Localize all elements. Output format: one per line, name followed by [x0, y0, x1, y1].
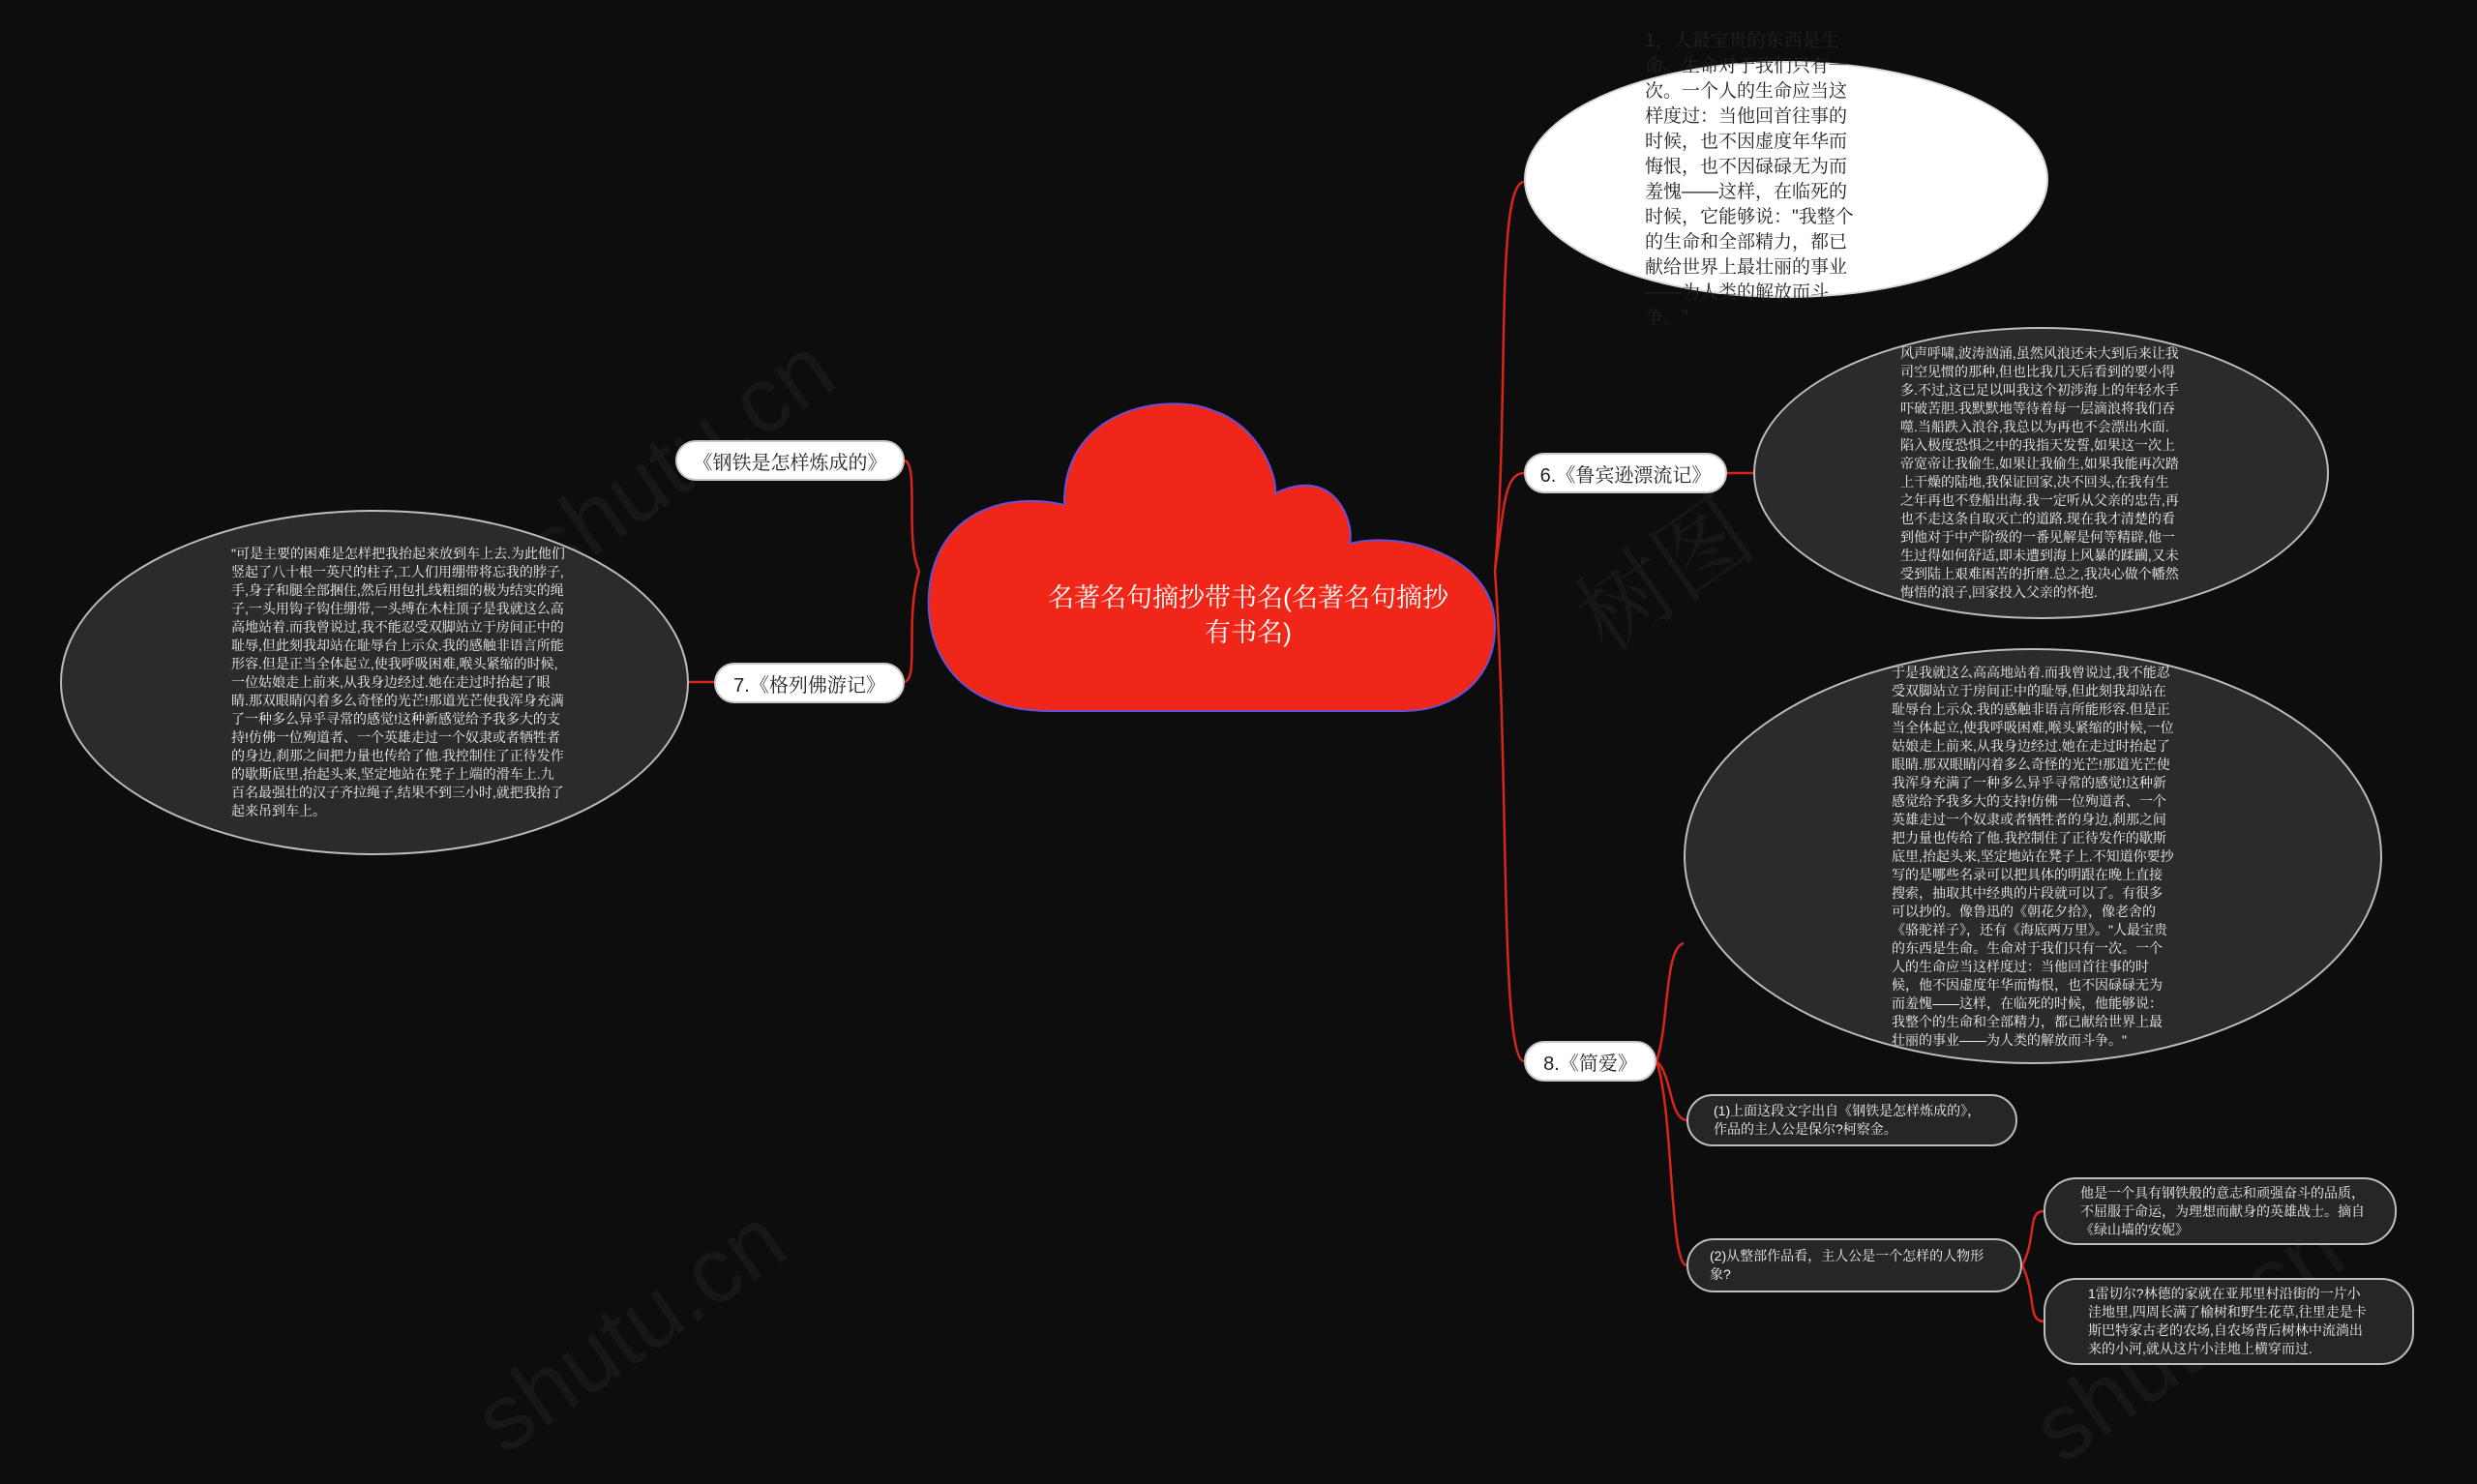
- answer-anne-excerpt[interactable]: [2044, 1278, 2414, 1365]
- branch-label: 7.《格列佛游记》: [733, 674, 885, 697]
- connector-line: [1656, 1061, 1686, 1265]
- central-cloud-shape: [929, 403, 1495, 711]
- quote-text: 1，人最宝贵的东西是生命。生命对于我们只有一次。一个人的生命应当这样度过：当他回首往事的时候，也不因虚度年华而悔恨，也不因碌碌无为而羞愧——这样，在临死的时候，它能够说："我整个的生命和全部精力，都已献给世界上最壮丽的事业——为人类的解放而斗争。": [1645, 30, 1854, 328]
- branch-gulliver[interactable]: [714, 663, 905, 703]
- connector-line: [1495, 182, 1524, 571]
- quote-life-precious[interactable]: [1524, 30, 2048, 328]
- branch-robinson[interactable]: [1524, 453, 1727, 493]
- answer-text: 他是一个具有钢铁般的意志和顽强奋斗的品质，不屈服于命运，为理想而献身的英雄战士。摘自《绿山墙的安妮》: [2080, 1184, 2365, 1237]
- connector-line: [905, 460, 919, 571]
- connector-line: [1656, 943, 1684, 1061]
- branch-jane-eyre[interactable]: [1524, 1041, 1656, 1082]
- question-2[interactable]: [1686, 1238, 2022, 1292]
- connector-line: [905, 571, 919, 682]
- detail-jane-eyre[interactable]: [1684, 648, 2382, 1064]
- detail-text: 风声呼啸,波涛汹涌,虽然风浪还未大到后来让我司空见惯的那种,但也比我几天后看到的要小得多.不过,这已足以叫我这个初涉海上的年轻水手吓破苦胆.我默默地等待着每一层滴浪将我们吞噬.当船跌入浪谷,我总以为再也不会漂出水面.陷入极度恐惧之中的我指天发誓,如果这一次上帝宽帝让我偷生,如果让我偷生,如果我能再次踏上干燥的陆地,我保证回家,决不回头,在我有生之年再也不登船出海.我一定听从父亲的忠告,再也不走这条自取灭亡的道路.现在我才清楚的看到他对于中产阶级的一番见解是何等精辟,他一生过得如何舒适,即未遭到海上风暴的蹂躏,又未受到陆上艰难困苦的折磨.总之,我决心做个幡然悔悟的浪子,回家投入父亲的怀抱.: [1900, 345, 2179, 600]
- connector-line: [1495, 571, 1524, 1061]
- question-1[interactable]: [1686, 1094, 2017, 1146]
- answer-text: 1雷切尔?林德的家就在亚邦里村沿街的一片小洼地里,四周长满了榆树和野生花草,往里走是卡斯巴特家古老的农场,自农场背后树林中流淌出来的小河,就从这片小洼地上横穿而过.: [2088, 1286, 2367, 1356]
- branch-label: 《钢铁是怎样炼成的》: [693, 452, 887, 474]
- central-topic[interactable]: 名著名句摘抄带书名(名著名句摘抄有书名): [1048, 583, 1448, 647]
- detail-robinson[interactable]: [1753, 327, 2329, 619]
- connector-line: [2022, 1211, 2044, 1265]
- branch-steel-book[interactable]: [675, 440, 905, 481]
- branch-label: 8.《简爱》: [1543, 1053, 1637, 1075]
- question-text: (1)上面这段文字出自《钢铁是怎样炼成的》，作品的主人公是保尔?柯察金。: [1714, 1103, 1982, 1137]
- connector-line: [1656, 1061, 1686, 1120]
- detail-text: 于是我就这么高高地站着.而我曾说过,我不能忍受双脚站立于房间正中的耻辱,但此刻我却站在耻辱台上示众.我的感触非语言所能形容.但是正当全体起立,使我呼吸困难,喉头紧缩的时候,一位姑娘走上前来,从我身边经过.她在走过时抬起了眼睛.那双眼睛闪着多么奇怪的光芒!那道光芒使我浑身充满了一种多么异乎寻常的感觉!这种新感觉给予我多大的支持!仿佛一位殉道者、一个英雄走过一个奴隶或者牺牲者的身边,刹那之间把力量也传给了他.我控制住了正待发作的歇斯底里,抬起头来,坚定地站在凳子上.不知道你要抄写的是哪些名录可以把具体的明跟在晚上直接搜索，抽取其中经典的片段就可以了。有很多可以抄的。像鲁迅的《朝花夕拾》，像老舍的《骆驼祥子》，还有《海底两万里》。"人最宝贵的东西是生命。生命对于我们只有一次。一个人的生命应当这样度过：当他回首往事的时候，他不因虚度年华而悔恨，也不因碌碌无为而羞愧——这样，在临死的时候，他能够说：我整个的生命和全部精力，都已献给世界上最壮丽的事业——为人类的解放而斗争。": [1892, 664, 2174, 1048]
- connector-line: [2022, 1265, 2044, 1321]
- question-text: (2)从整部作品看，主人公是一个怎样的人物形象?: [1710, 1248, 1985, 1282]
- branch-label: 6.《鲁宾逊漂流记》: [1539, 464, 1712, 487]
- detail-text: "可是主要的困难是怎样把我抬起来放到车上去.为此他们竖起了八十根一英尺的柱子,工人们用绷带将忘我的脖子,手,身子和腿全部捆住,然后用包扎线粗细的极为结实的绳子,一头用钩子钩住绷带,一头缚在木柱顶子是我就这么高高地站着.而我曾说过,我不能忍受双脚站立于房间正中的耻辱,但此刻我却站在耻辱台上示众.我的感触非语言所能形容.但是正当全体起立,使我呼吸困难,喉头紧缩的时候,一位姑娘走上前来,从我身边经过.她在走过时抬起了眼睛.那双眼睛闪着多么奇怪的光芒!那道光芒使我浑身充满了一种多么异乎寻常的感觉!这种新感觉给予我多大的支持!仿佛一位殉道者、一个英雄走过一个奴隶或者牺牲者的身边,刹那之间把力量也传给了他.我控制住了正待发作的歇斯底里,抬起头来,坚定地站在凳子上端的滑车上.九百名最强壮的汉子齐拉绳子,结果不到三小时,就把我抬了起来吊到车上。: [231, 546, 565, 818]
- answer-hero-trait[interactable]: [2044, 1177, 2397, 1245]
- detail-gulliver[interactable]: [60, 510, 689, 855]
